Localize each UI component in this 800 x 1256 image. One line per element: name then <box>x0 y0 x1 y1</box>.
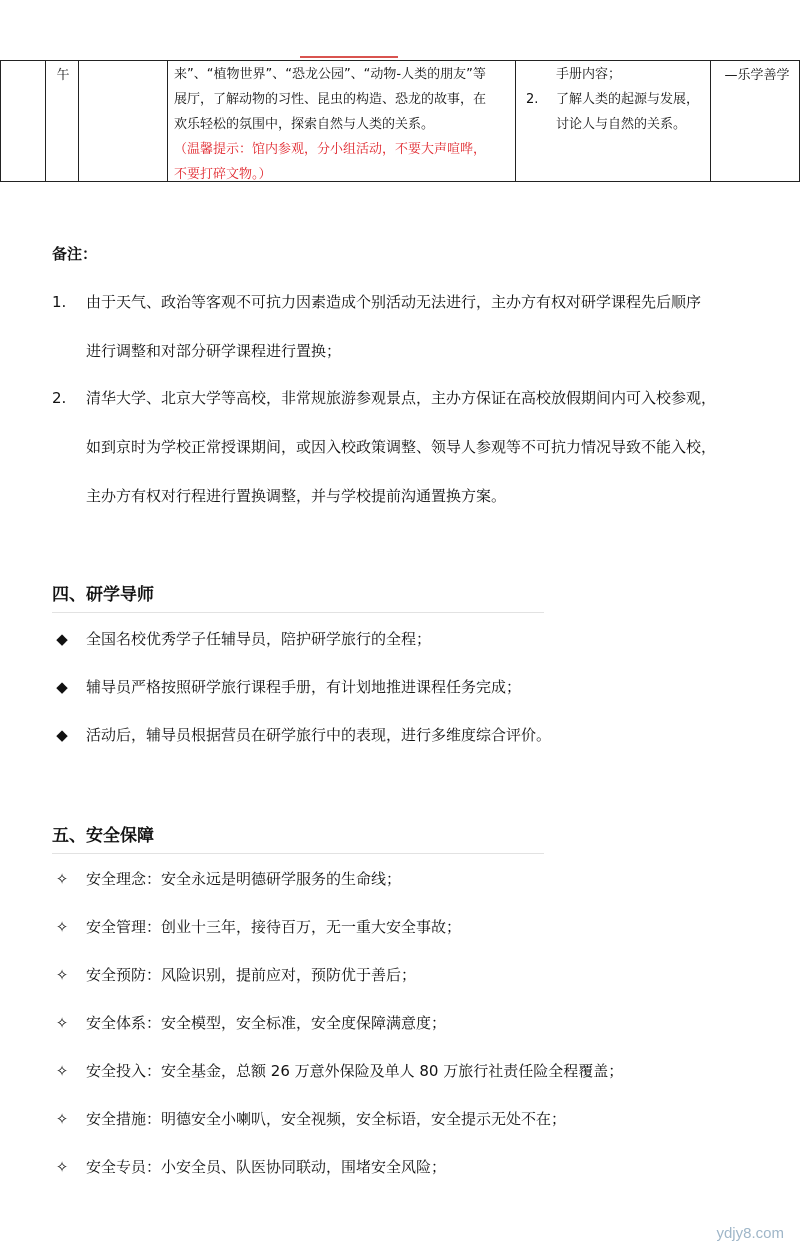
task-line <box>522 87 708 112</box>
note-line: 进行调整和对部分研学课程进行置换； <box>86 342 342 360</box>
list-item-text: 安全专员：小安全员、队医协同联动，围堵安全风险； <box>86 1158 447 1176</box>
diamond-filled-icon: ◆ <box>56 678 68 696</box>
table-cell-time: 午 <box>56 68 70 83</box>
content-line: 来”、“植物世界”、“恐龙公园”、“动物-人类的朋友”等 <box>174 67 486 82</box>
list-item <box>52 1060 752 1108</box>
four-point-star-icon: ✧ <box>55 1158 69 1176</box>
note-line: 主办方有权对行程进行置换调整，并与学校提前沟通置换方案。 <box>86 487 507 505</box>
list-item <box>52 868 752 916</box>
list-item-text: 安全措施：明德安全小喇叭，安全视频，安全标语，安全提示无处不在； <box>86 1110 567 1128</box>
table-cell-tasks <box>522 62 708 137</box>
table-col-border <box>45 60 46 182</box>
list-item-text: 安全投入：安全基金，总额 26 万意外保险及单人 80 万旅行社责任险全程覆盖； <box>86 1062 624 1080</box>
task-line <box>522 62 708 87</box>
four-point-star-icon: ✧ <box>55 1110 69 1128</box>
section-divider <box>52 612 544 613</box>
note-line: 由于天气、政治等客观不可抗力因素造成个别活动无法进行，主办方有权对研学课程先后顺序 <box>86 293 702 311</box>
list-item <box>52 964 752 1012</box>
four-point-star-icon: ✧ <box>55 1014 69 1032</box>
list-item-text: 全国名校优秀学子任辅导员，陪护研学旅行的全程； <box>86 630 432 648</box>
note-item <box>52 278 762 376</box>
task-text: 了解人类的起源与发展， <box>556 92 700 107</box>
four-point-star-icon: ✧ <box>55 870 69 888</box>
note-number: 1. <box>52 293 67 311</box>
warm-tip-line: （温馨提示：馆内参观，分小组活动，不要大声喧哗， <box>174 142 487 157</box>
table-col-border <box>515 60 516 182</box>
table-col-border <box>710 60 711 182</box>
task-number: 2. <box>526 92 539 107</box>
list-item-text: 辅导员严格按照研学旅行课程手册，有计划地推进课程任务完成； <box>86 678 522 696</box>
content-line: 欢乐轻松的氛围中，探索自然与人类的关系。 <box>174 117 435 132</box>
task-line <box>522 112 708 137</box>
note-number: 2. <box>52 389 67 407</box>
list-item <box>52 1108 752 1156</box>
note-line: 如到京时为学校正常授课期间，或因入校政策调整、领导人参观等不可抗力情况导致不能入校， <box>86 438 717 456</box>
site-watermark: ydjy8.com <box>716 1225 784 1242</box>
list-item-text: 安全预防：风险识别，提前应对，预防优于善后； <box>86 966 417 984</box>
notes-title: 备注： <box>52 245 98 263</box>
list-item-text: 安全理念：安全永远是明德研学服务的生命线； <box>86 870 402 888</box>
table-col-border <box>78 60 79 182</box>
safety-list <box>52 868 752 1204</box>
list-item <box>52 1012 752 1060</box>
four-point-star-icon: ✧ <box>55 1062 69 1080</box>
list-item-text: 安全体系：安全模型，安全标准，安全度保障满意度； <box>86 1014 447 1032</box>
table-top-border <box>0 60 800 61</box>
table-col-border <box>167 60 168 182</box>
note-line: 清华大学、北京大学等高校，非常规旅游参观景点，主办方保证在高校放假期间内可入校参观， <box>86 389 717 407</box>
diamond-filled-icon: ◆ <box>56 726 68 744</box>
warm-tip-line: 不要打碎文物。） <box>174 167 272 182</box>
diamond-filled-icon: ◆ <box>56 630 68 648</box>
table-cell-motto: —乐学善学 <box>724 68 790 83</box>
itinerary-table-fragment <box>0 60 800 182</box>
table-col-border <box>0 60 1 182</box>
list-item <box>52 628 752 676</box>
mentors-list <box>52 628 752 772</box>
list-item <box>52 676 752 724</box>
list-item-text: 活动后，辅导员根据营员在研学旅行中的表现，进行多维度综合评价。 <box>86 726 552 744</box>
section-title-mentors: 四、研学导师 <box>52 585 154 605</box>
section-divider <box>52 853 544 854</box>
four-point-star-icon: ✧ <box>55 966 69 984</box>
task-text: 手册内容； <box>556 67 622 82</box>
section-title-safety: 五、安全保障 <box>52 826 154 846</box>
note-item <box>52 374 762 521</box>
four-point-star-icon: ✧ <box>55 918 69 936</box>
list-item <box>52 724 752 772</box>
list-item <box>52 1156 752 1204</box>
red-underline-fragment <box>300 56 398 58</box>
task-text: 讨论人与自然的关系。 <box>556 117 687 132</box>
list-item <box>52 916 752 964</box>
table-cell-content <box>174 62 512 187</box>
list-item-text: 安全管理：创业十三年，接待百万，无一重大安全事故； <box>86 918 462 936</box>
content-line: 展厅，了解动物的习性、昆虫的构造、恐龙的故事，在 <box>174 92 487 107</box>
